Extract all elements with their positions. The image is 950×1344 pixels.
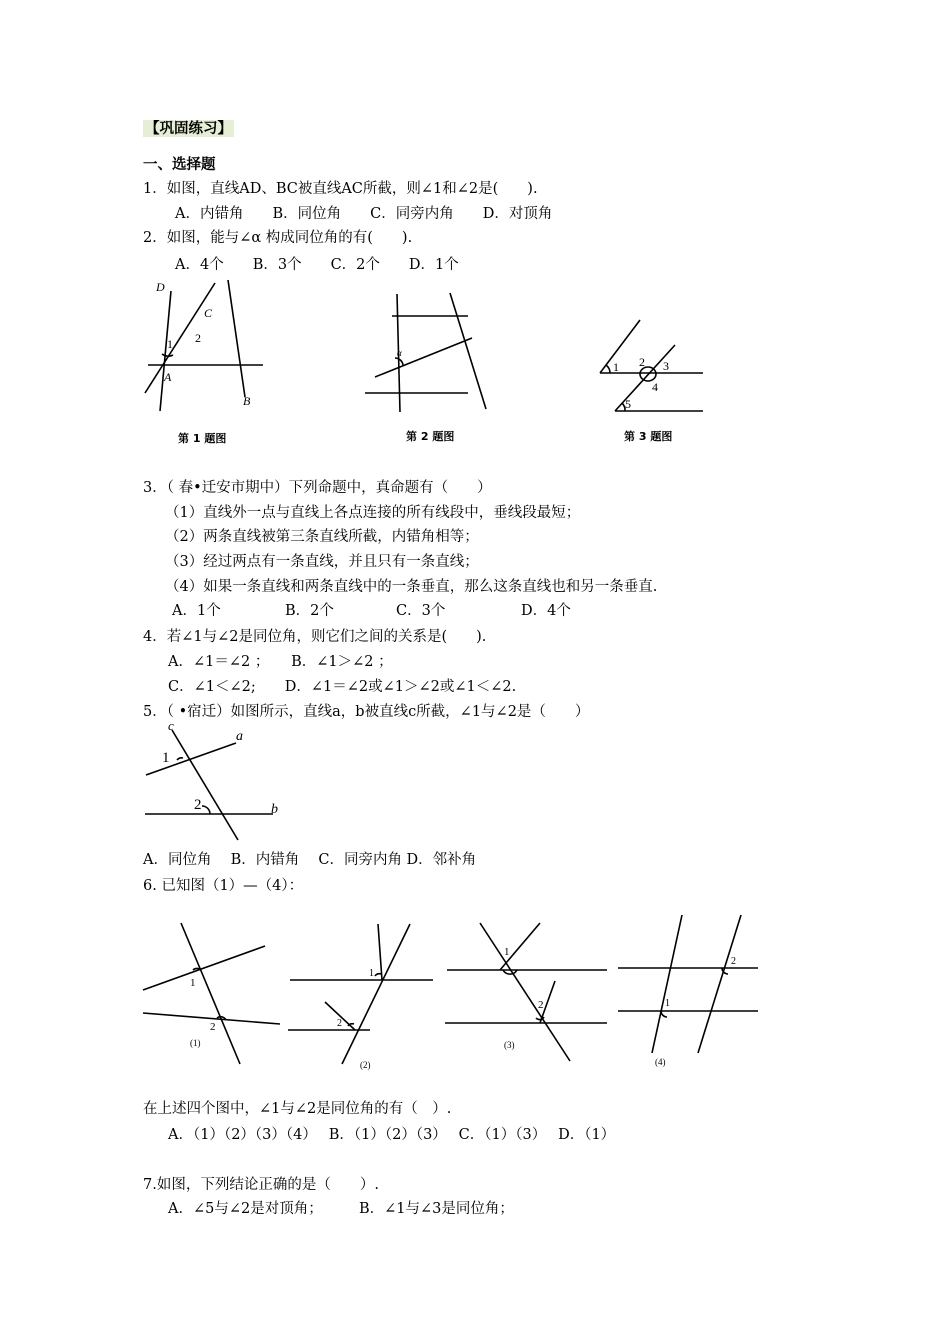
figure-5 xyxy=(140,720,310,845)
fig6-4-label-2: 2 xyxy=(731,956,736,967)
fig6-4-caption: (4) xyxy=(655,1057,666,1067)
figure-2 xyxy=(362,288,502,448)
q3-option-b: B．2个 xyxy=(285,603,334,619)
fig3-caption: 第 3 题图 xyxy=(624,430,673,443)
fig1-label-d: D xyxy=(156,280,165,294)
fig5-label-a: a xyxy=(236,729,243,744)
angle-2-arc xyxy=(202,806,210,814)
angle-2-arc xyxy=(536,1017,544,1020)
line-a xyxy=(146,743,236,775)
fig6-2-caption: (2) xyxy=(360,1060,371,1070)
q4-stem: 4．若∠1与∠2是同位角，则它们之间的关系是( ). xyxy=(143,629,487,645)
fig6-1-label-1: 1 xyxy=(190,977,196,989)
figure-6-1 xyxy=(140,918,285,1068)
q6-question: 在上述四个图中，∠1与∠2是同位角的有（ ）. xyxy=(143,1101,452,1117)
q3-item-2: （2）两条直线被第三条直线所截，内错角相等； xyxy=(165,529,479,545)
angle-1-arc xyxy=(375,974,381,976)
fig5-label-c: c xyxy=(168,718,174,733)
q5-options: A．同位角 B．内错角 C．同旁内角 D．邻补角 xyxy=(143,852,477,868)
fig6-3-label-1: 1 xyxy=(504,946,510,958)
fig1-label-b: B xyxy=(243,394,251,408)
transversal-right xyxy=(698,915,741,1053)
angle-1-arc xyxy=(606,365,610,373)
fig6-4-label-1: 1 xyxy=(665,998,670,1009)
q3-item-3: （3）经过两点有一条直线，并且只有一条直线； xyxy=(165,554,479,570)
q6-stem: 6. 已知图（1）—（4）： xyxy=(143,878,304,894)
fig1-label-c: C xyxy=(204,306,213,320)
fig3-label-4: 4 xyxy=(652,380,658,394)
q7-stem: 7.如图，下列结论正确的是（ ）. xyxy=(143,1177,379,1193)
fig3-label-5: 5 xyxy=(625,397,631,411)
line-right xyxy=(450,293,486,409)
q3-option-d: D．4个 xyxy=(521,603,571,619)
angle-1-arc xyxy=(162,354,173,356)
fig1-label-a: A xyxy=(164,370,172,384)
fig6-2-label-1: 1 xyxy=(369,968,374,979)
q4-options-line2: C．∠1＜∠2; D．∠1＝∠2或∠1＞∠2或∠1＜∠2. xyxy=(168,679,517,695)
section-title: 【巩固练习】 xyxy=(145,120,232,137)
fig6-1-caption: (1) xyxy=(190,1038,201,1048)
line-ad xyxy=(160,291,171,411)
angle-1-arc xyxy=(177,758,183,760)
fig6-3-caption: (3) xyxy=(504,1040,515,1050)
transversal-left xyxy=(652,915,682,1053)
q1-stem: 1．如图，直线AD、BC被直线AC所截，则∠1和∠2是( ). xyxy=(143,181,538,197)
fig3-label-2: 2 xyxy=(639,355,645,369)
fig2-caption: 第 2 题图 xyxy=(406,430,455,443)
ray-upper xyxy=(378,924,382,980)
fig3-label-3: 3 xyxy=(663,359,669,373)
q1-options: A．内错角 B．同位角 C．同旁内角 D．对顶角 xyxy=(175,206,553,222)
fig1-label-2: 2 xyxy=(195,331,201,345)
q3-option-a: A．1个 xyxy=(172,603,221,619)
line-upper xyxy=(143,946,265,990)
fig2-label-alpha: α xyxy=(397,348,402,358)
fig5-label-b: b xyxy=(271,802,278,817)
part-title: 一、选择题 xyxy=(143,156,216,173)
figure-6-3 xyxy=(442,918,612,1073)
q3-item-4: （4）如果一条直线和两条直线中的一条垂直，那么这条直线也和另一条垂直. xyxy=(165,579,658,595)
q6-options: A．（1）（2）（3）（4） B．（1）（2）（3） C．（1）（3） D．（1） xyxy=(168,1127,616,1143)
line-ac xyxy=(145,283,215,393)
fig5-label-2: 2 xyxy=(194,797,202,813)
fig5-label-1: 1 xyxy=(162,750,170,766)
q3-item-1: （1）直线外一点与直线上各点连接的所有线段中，垂线段最短； xyxy=(165,505,581,521)
line-bc xyxy=(228,280,245,397)
transversal xyxy=(480,923,570,1061)
transversal xyxy=(342,924,410,1064)
fig6-2-label-2: 2 xyxy=(337,1018,342,1029)
fig1-caption: 第 1 题图 xyxy=(178,432,227,445)
q3-stem: 3．（ 春•迁安市期中）下列命题中，真命题有（ ） xyxy=(143,480,492,496)
fig3-label-1: 1 xyxy=(613,360,619,374)
line-transversal xyxy=(375,338,472,377)
q5-stem: 5．（ •宿迁）如图所示，直线a，b被直线c所截，∠1与∠2是（ ） xyxy=(143,704,590,720)
fig6-3-label-2: 2 xyxy=(538,999,544,1011)
q4-options-line1: A．∠1＝∠2 ； B．∠1＞∠2 ； xyxy=(168,654,393,670)
fig1-label-1: 1 xyxy=(167,337,173,351)
figure-1 xyxy=(140,275,280,455)
q3-option-c: C．3个 xyxy=(396,603,446,619)
fig6-1-label-2: 2 xyxy=(210,1021,216,1033)
q2-options: A．4个 B．3个 C．2个 D．1个 xyxy=(175,257,459,273)
figure-6-4 xyxy=(615,910,760,1075)
q2-stem: 2．如图，能与∠α 构成同位角的有( ). xyxy=(143,230,413,246)
angle-1-arc xyxy=(661,1011,667,1017)
figure-3 xyxy=(595,310,720,450)
figure-6-2 xyxy=(285,918,440,1073)
q7-options: A．∠5与∠2是对顶角； B．∠1与∠3是同位角； xyxy=(168,1201,514,1217)
transversal xyxy=(615,345,675,411)
